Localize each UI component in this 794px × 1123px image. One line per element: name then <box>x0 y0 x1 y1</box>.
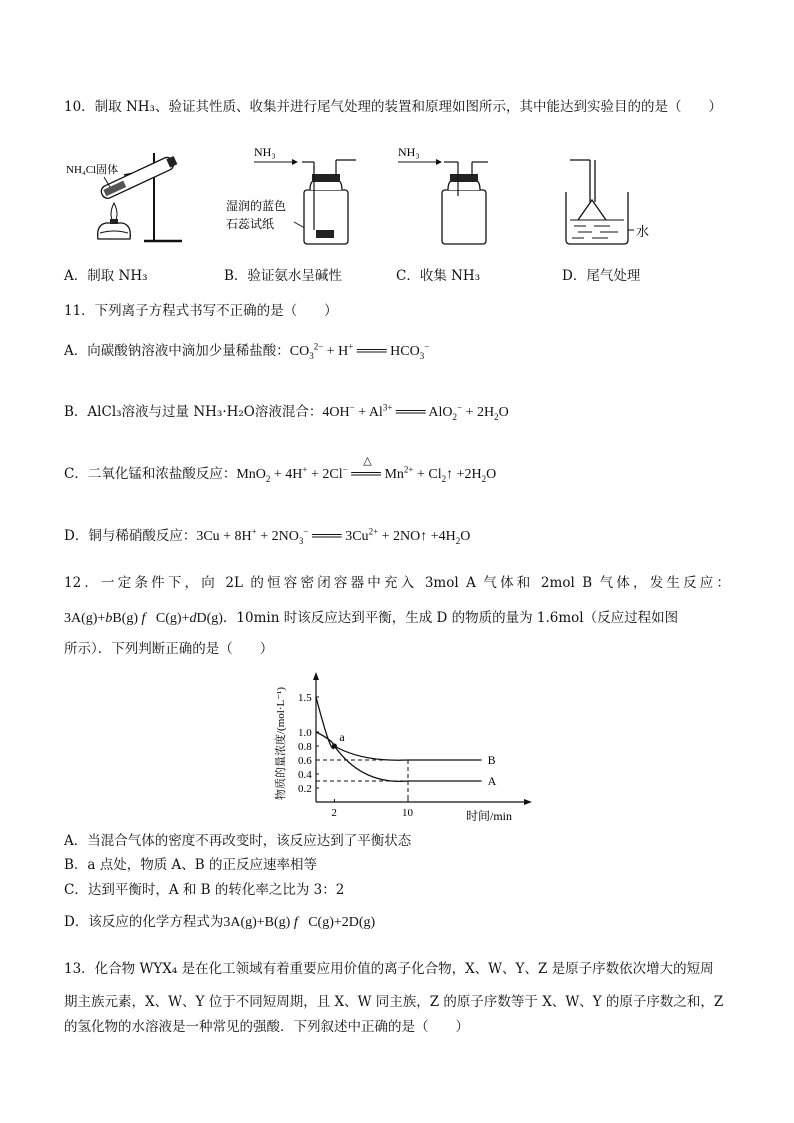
chart-point-a-label: a <box>339 730 345 744</box>
chart-y-label: 物质的量浓度/(mol·L⁻¹) <box>275 687 287 800</box>
q12-option-d-text: D．该反应的化学方程式为 <box>64 914 224 930</box>
chart-x-tick-1: 10 <box>402 807 413 819</box>
apparatus-d-water: 水 <box>636 224 650 239</box>
q10-option-a: A．制取 NH₃ <box>64 268 148 284</box>
q12-option-a: A．当混合气体的密度不再改变时，该反应达到了平衡状态 <box>64 833 412 849</box>
chart-y-tick-1: 0.4 <box>298 769 312 781</box>
q10-option-b: B．验证氨水呈碱性 <box>224 268 342 284</box>
q11-option-a-equation: $CO_3^{2-} + H^+$ ═══ $HCO_3^-$ <box>289 341 430 361</box>
q11-option-c-equation: MnO$_2$ + 4H+ + 2Cl− △ ═══ $Mn^{2+}$ + $Cl_2↑ +2H_2O$ <box>236 455 497 484</box>
chart-y-tick-3: 0.8 <box>298 741 312 753</box>
q10-option-d: D．尾气处理 <box>562 268 641 284</box>
apparatus-c-gas: NH₃ <box>398 145 420 159</box>
chart-y-arrow <box>313 672 319 680</box>
chart-y-tick-4: 1.0 <box>298 727 312 739</box>
q13-line1 <box>64 960 714 978</box>
chart-series-A-label: A <box>487 774 497 788</box>
q11-option-a-text: A．向碳酸钠溶液中滴加少量稀盐酸： <box>64 343 290 359</box>
chart-point-a <box>332 744 337 749</box>
q11-option-d-text: D．铜与稀硝酸反应： <box>64 528 197 544</box>
apparatus-b-paper-label-1: 湿润的蓝色 <box>226 199 287 213</box>
q11-option-c-text: C．二氧化锰和浓盐酸反应： <box>64 466 237 482</box>
q12-stem-line2-tail: ．10min 时该反应达到平衡，生成 D 的物质的量为 1.6mol（反应过程如图 <box>222 610 679 626</box>
q10-option-c: C．收集 NH₃ <box>396 268 481 284</box>
q10-stem: 10．制取 NH₃、验证其性质、收集并进行尾气处理的装置和原理如图所示，其中能达到实验目的的是（ ） <box>64 99 722 115</box>
q11-option-b-text: B．AlCl₃溶液与过量 NH₃·H₂O溶液混合： <box>64 404 323 420</box>
apparatus-b-gas: NH₃ <box>254 145 276 159</box>
apparatus-c-figure <box>396 140 496 248</box>
chart-x-label: 时间/min <box>466 809 513 823</box>
q13-line1-text: 13．化合物 WYX₄ 是在化工领域有着重要应用价值的离子化合物，X、W、Y、Z 是原子序数依次增大的短周 <box>64 961 714 977</box>
q11-option-d <box>64 527 470 546</box>
q13-line3: 的氢化物的水溶液是一种常见的强酸．下列叙述中正确的是（ ） <box>64 1019 469 1035</box>
apparatus-a-label: NH₄Cl固体 <box>66 164 119 176</box>
q12-option-c: C．达到平衡时，A 和 B 的转化率之比为 3：2 <box>64 882 345 898</box>
chart-x-tick-0: 2 <box>331 807 337 819</box>
q13-line2: 期主族元素，X、W、Y 位于不同短周期，且 X、W 同主族，Z 的原子序数等于 X、W、Y 的原子序数之和，Z <box>64 994 724 1010</box>
q11-option-c <box>64 455 497 484</box>
q12-concentration-chart <box>266 668 536 824</box>
apparatus-b-paper-label-2: 石蕊试纸 <box>226 217 275 231</box>
q11-option-b-equation: $4OH^- + Al^{3+}$ ═══ $AlO_2^- + 2H_2O$ <box>322 402 509 422</box>
q12-option-d <box>64 913 375 932</box>
q12-stem-line2 <box>64 609 678 628</box>
apparatus-d-figure <box>562 158 672 248</box>
q11-stem: 11．下列离子方程式书写不正确的是（ ） <box>64 303 338 319</box>
q11-option-a <box>64 342 429 361</box>
apparatus-b-figure <box>224 140 364 248</box>
chart-y-tick-2: 0.6 <box>298 755 312 767</box>
chart-y-tick-5: 1.5 <box>298 692 312 704</box>
q12-reaction-equation: 3A(g)+bB(g) f C(g)+dD(g) <box>64 611 223 626</box>
q12-option-d-equation: 3A(g)+B(g) f C(g)+2D(g) <box>223 915 376 930</box>
q12-stem-line1: 12．一定条件下，向 2L 的恒容密闭容器中充入 3mol A 气体和 2mol B 气体，发生反应： <box>64 575 730 591</box>
q12-option-b: B．a 点处，物质 A、B 的正反应速率相等 <box>64 857 318 873</box>
q11-option-b <box>64 403 509 422</box>
apparatus-a-figure <box>64 135 194 247</box>
chart-x-arrow <box>524 799 532 805</box>
chart-y-tick-0: 0.2 <box>298 783 312 795</box>
chart-series-B-label: B <box>487 753 496 767</box>
q12-stem-line3: 所示）．下列判断正确的是（ ） <box>64 641 274 657</box>
q11-option-d-equation: $3Cu + 8H^+ + 2NO_3^-$ ═══ $3Cu^{2+}$ + 2NO↑ $+4H_2O$ <box>196 526 471 546</box>
